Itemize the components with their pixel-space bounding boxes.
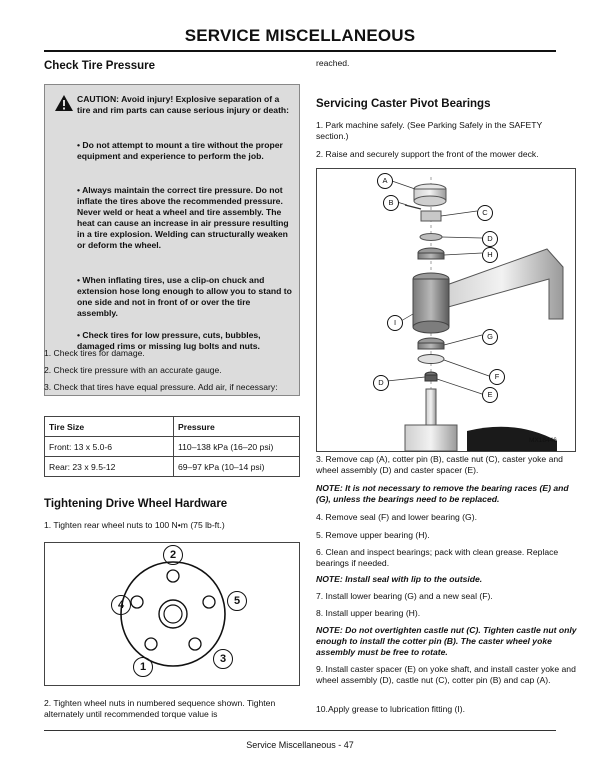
tire-step-3: 3. Check that tires have equal pressure. Add air, if necessary:	[44, 382, 278, 392]
table-header-pressure: Pressure	[174, 417, 300, 437]
lug-number-2: 2	[163, 545, 183, 565]
lug-number-1: 1	[133, 657, 153, 677]
drive-step-2: 2. Tighten wheel nuts in numbered sequence shown. Tighten alternately until recommended torque value is	[44, 698, 276, 719]
callout-e: E	[482, 387, 498, 403]
caution-title: CAUTION: Avoid injury! Explosive separation of a tire and rim parts can cause serious injury or death:	[77, 94, 290, 115]
check-tire-heading: Check Tire Pressure	[44, 60, 156, 72]
table-cell: 110–138 kPa (16–20 psi)	[174, 437, 300, 457]
callout-d-upper: D	[482, 231, 498, 247]
callout-i: I	[387, 315, 403, 331]
callout-g: G	[482, 329, 498, 345]
callout-b: B	[383, 195, 399, 211]
lug-number-3: 3	[213, 649, 233, 669]
caution-bullet-3: • When inflating tires, use a clip-on chuck and extension hose long enough to allow you to stand to one side and not in front of or over the tire assembly.	[77, 275, 292, 318]
table-row	[45, 457, 300, 477]
wheel-nut-figure	[44, 542, 300, 686]
table-row	[45, 437, 300, 457]
caution-bullet-2: • Always maintain the correct tire pressure. Do not inflate the tires above the recommended pressure. Never weld or heat a wheel and tire assembly. The heat can cause an increase in air pressure resulting in a tire explosion. Welding can structurally weaken or deform the wheel.	[77, 185, 289, 250]
caster-note-3: NOTE: Do not overtighten castle nut (C). Tighten castle nut only enough to install the cotter pin (B). The caster wheel yoke assembly must be free to rotate.	[316, 625, 577, 657]
callout-a: A	[377, 173, 393, 189]
tire-step-1: 1. Check tires for damage.	[44, 348, 145, 358]
caster-step-6: 6. Clean and inspect bearings; pack with clean grease. Replace bearings if needed.	[316, 547, 559, 568]
page-title: SERVICE MISCELLANEOUS	[184, 26, 416, 45]
callout-c: C	[477, 205, 493, 221]
footer-rule	[44, 730, 556, 731]
drive-step-1: 1. Tighten rear wheel nuts to 100 N•m (75 lb-ft.)	[44, 520, 225, 530]
callout-f: F	[489, 369, 505, 385]
drive-wheel-heading: Tightening Drive Wheel Hardware	[44, 498, 228, 510]
title-rule	[44, 50, 556, 52]
caster-heading: Servicing Caster Pivot Bearings	[316, 98, 491, 110]
page-footer: Service Miscellaneous - 47	[246, 740, 354, 750]
caster-step-9: 9. Install caster spacer (E) on yoke shaft, and install caster yoke and wheel assembly (D), castle nut (C), cotter pin (B) and cap (A).	[316, 664, 576, 685]
table-header-tire-size: Tire Size	[45, 417, 174, 437]
caster-step-4: 4. Remove seal (F) and lower bearing (G).	[316, 512, 477, 522]
caster-step-8: 8. Install upper bearing (H).	[316, 608, 421, 618]
lug-number-4: 4	[111, 595, 131, 615]
caution-bullet-4: • Check tires for low pressure, cuts, bubbles, damaged rims or missing lug bolts and nuts.	[77, 330, 261, 351]
table-header-row	[45, 417, 300, 437]
tire-pressure-table	[44, 416, 300, 477]
callout-d-lower: D	[373, 375, 389, 391]
caster-exploded-figure	[316, 168, 576, 452]
caster-note-2: NOTE: Install seal with lip to the outside.	[316, 574, 483, 584]
caster-step-1: 1. Park machine safely. (See Parking Safely in the SAFETY section.)	[316, 120, 543, 141]
tire-step-2: 2. Check tire pressure with an accurate gauge.	[44, 365, 222, 375]
table-cell: Front: 13 x 5.0-6	[45, 437, 174, 457]
table-cell: Rear: 23 x 9.5-12	[45, 457, 174, 477]
caster-note-1: NOTE: It is not necessary to remove the bearing races (E) and (G), unless the bearings need to be replaced.	[316, 483, 569, 504]
caster-assembly-drawing	[317, 169, 575, 451]
caster-step-10: 10.Apply grease to lubrication fitting (I).	[316, 704, 466, 714]
caster-step-5: 5. Remove upper bearing (H).	[316, 530, 430, 540]
continued-text: reached.	[316, 58, 350, 68]
caster-step-2: 2. Raise and securely support the front of the mower deck.	[316, 149, 539, 159]
table-cell: 69–97 kPa (10–14 psi)	[174, 457, 300, 477]
callout-h: H	[482, 247, 498, 263]
caster-step-3: 3. Remove cap (A), cotter pin (B), castle nut (C), caster yoke and wheel assembly (D) and caster spacer (E).	[316, 454, 563, 475]
caution-bullet-1: • Do not attempt to mount a tire without the proper equipment and experience to perform the job.	[77, 140, 283, 161]
caster-step-7: 7. Install lower bearing (G) and a new seal (F).	[316, 591, 493, 601]
figure-id: MX18446	[529, 437, 557, 444]
warning-triangle-icon	[54, 94, 74, 112]
lug-number-5: 5	[227, 591, 247, 611]
